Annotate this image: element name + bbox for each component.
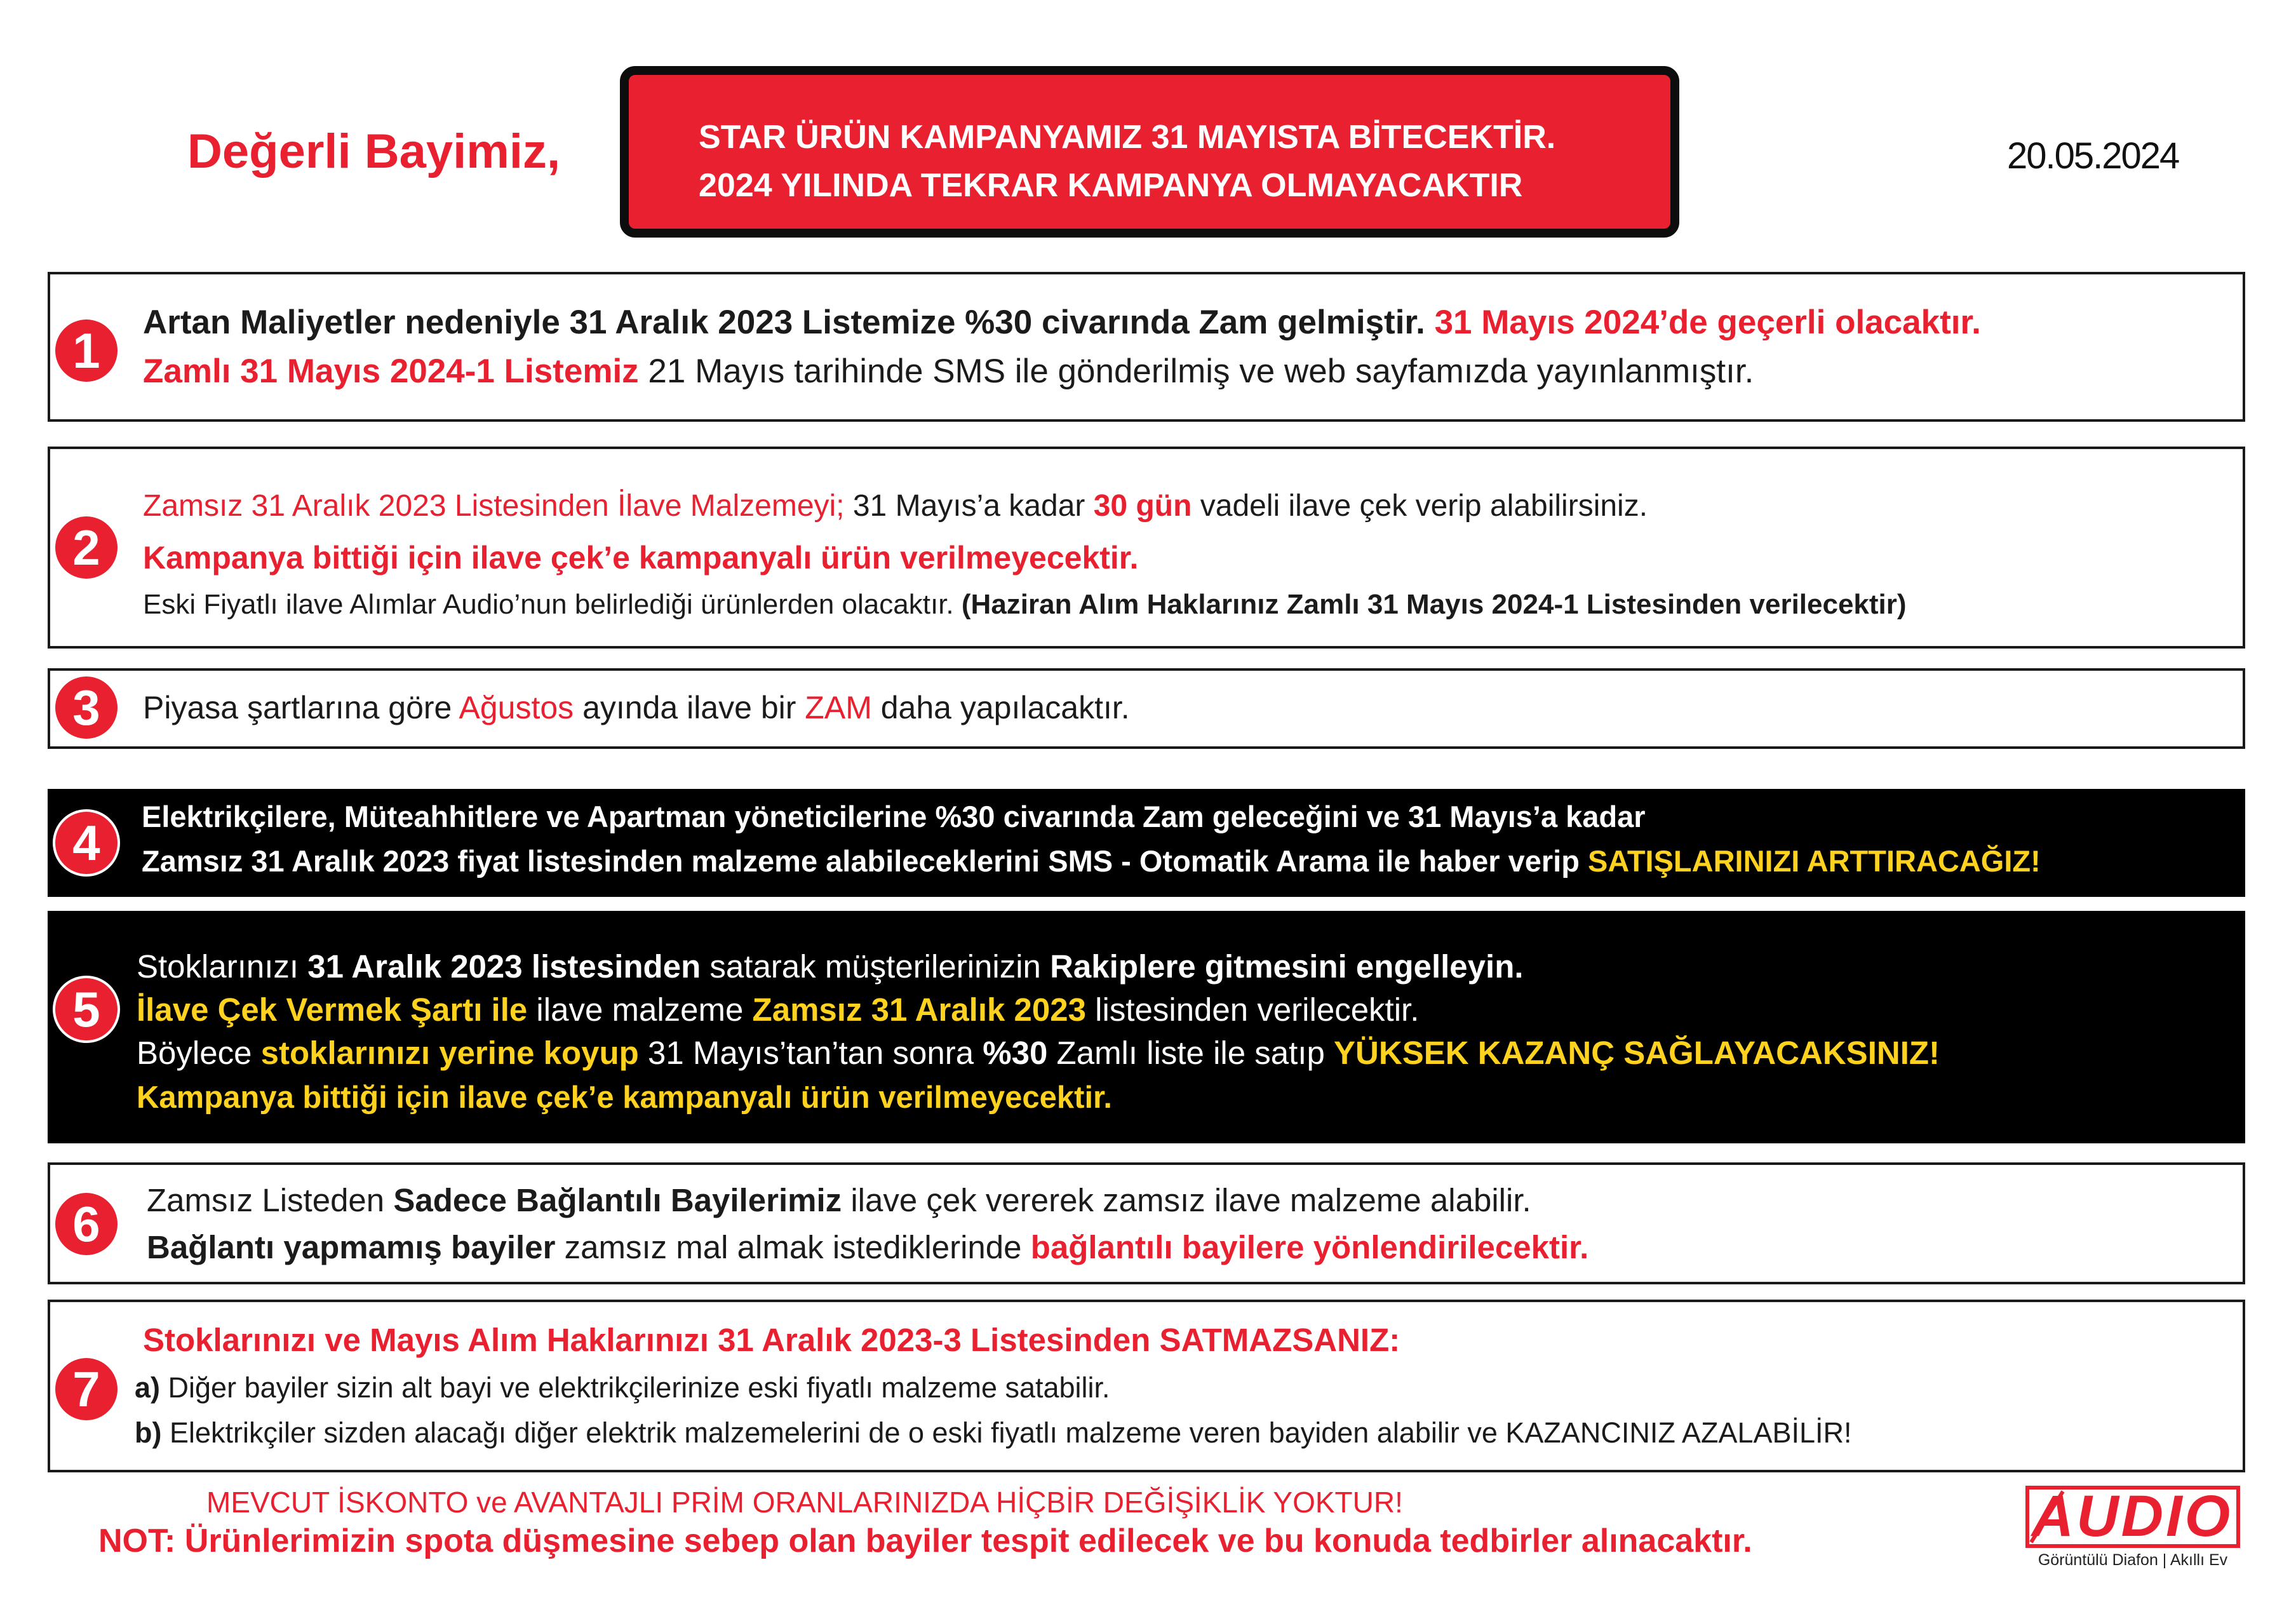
item-6-text: Sadece Bağlantılı Bayilerimiz [393,1182,842,1218]
banner-line-2: 2024 YILINDA TEKRAR KAMPANYA OLMAYACAKTIR [699,167,1523,204]
item-5-text: %30 [983,1035,1048,1071]
item-5-highlight: Zamsız 31 Aralık 2023 [752,992,1086,1028]
item-5-text: ilave malzeme [536,992,744,1028]
item-5-line-4: Kampanya bittiği için ilave çek’e kampanyalı ürün verilmeyecektir. [137,1080,1113,1115]
item-2-highlight: 30 gün [1093,489,1192,523]
item-3-highlight: ZAM [805,690,872,725]
item-1-box [48,272,2245,422]
footer-note: NOT: Ürünlerimizin spota düşmesine sebep olan bayiler tespit edilecek ve bu konuda tedbirler alınacaktır. [98,1523,1752,1559]
campaign-banner [620,66,1679,238]
item-4-highlight: SATIŞLARINIZI ARTTIRACAĞIZ! [1588,844,2041,878]
item-4-line-1: Elektrikçilere, Müteahhitlere ve Apartman yöneticilerine %30 civarında Zam geleceğini ve 31 Mayıs’a kadar [142,800,1646,833]
item-number-badge: 1 [55,319,117,382]
item-4-text: Zamsız 31 Aralık 2023 fiyat listesinden malzeme alabileceklerini SMS - Otomatik Arama ile haber verip [142,844,1580,878]
audio-logo [2025,1485,2241,1580]
item-7-box [48,1300,2245,1472]
item-2-text: (Haziran Alım Haklarınız Zamlı 31 Mayıs 2024-1 Listesinden verilecektir) [961,589,1907,620]
item-2-line-3 [143,589,1907,621]
item-5-line-3 [137,1034,1940,1072]
item-6-box [48,1162,2245,1284]
item-3-text: ayında ilave bir [582,690,796,725]
item-5-text: Zamlı liste ile satıp [1056,1035,1325,1071]
item-5-text: Böylece [137,1035,252,1071]
item-3-text: Piyasa şartlarına göre [143,690,452,725]
footer-notice: MEVCUT İSKONTO ve AVANTAJLI PRİM ORANLARINIZDA HİÇBİR DEĞİŞİKLİK YOKTUR! [206,1486,1403,1519]
item-5-highlight: İlave Çek Vermek Şartı ile [137,992,528,1028]
logo-tagline: Görüntülü Diafon | Akıllı Ev [2038,1551,2228,1569]
item-2-text: 31 Mayıs’a kadar [852,489,1085,523]
item-6-line-2 [147,1228,1588,1266]
item-2-box [48,447,2245,649]
item-6-text: Bağlantı yapmamış bayiler [147,1229,556,1265]
item-number-badge: 4 [55,812,117,874]
item-1-line-2 [143,352,1754,391]
item-6-text: Zamsız Listeden [147,1182,385,1218]
item-number-badge: 3 [55,676,117,739]
item-4-line-2 [142,844,2041,878]
greeting: Değerli Bayimiz, [187,124,561,178]
item-2-highlight: Zamsız 31 Aralık 2023 Listesinden İlave Malzemeyi; [143,489,845,523]
item-6-text: zamsız mal almak istediklerinde [564,1229,1022,1265]
item-1-highlight: Zamlı 31 Mayıs 2024-1 Listemiz [143,353,639,390]
item-3-highlight: Ağustos [459,690,574,725]
item-5-line-2 [137,991,1419,1028]
item-7-text: Diğer bayiler sizin alt bayi ve elektrikçilerinize eski fiyatlı malzeme satabilir. [168,1371,1110,1404]
logo-wordmark: AUDIO [2031,1484,2233,1549]
item-7-label: a) [135,1371,161,1404]
item-3-box [48,668,2245,749]
item-5-text: 31 Aralık 2023 listesinden [307,948,701,985]
banner-line-1: STAR ÜRÜN KAMPANYAMIZ 31 MAYISTA BİTECEKTİR. [699,119,1556,156]
item-6-highlight: bağlantılı bayilere yönlendirilecektir. [1030,1229,1589,1265]
item-2-line-2: Kampanya bittiği için ilave çek’e kampanyalı ürün verilmeyecektir. [143,540,1139,575]
item-6-line-1 [147,1181,1531,1219]
item-number-badge: 2 [55,516,117,579]
item-3-line-1 [143,689,1130,726]
item-6-text: ilave çek vererek zamsız ilave malzeme alabilir. [850,1182,1531,1218]
item-5-highlight: YÜKSEK KAZANÇ SAĞLAYACAKSINIZ! [1334,1035,1940,1071]
item-5-text: satarak müşterilerinizin [709,948,1041,985]
item-2-text: Eski Fiyatlı ilave Alımlar Audio’nun belirlediği ürünlerden olacaktır. [143,589,954,620]
item-1-highlight: 31 Mayıs 2024’de geçerli olacaktır. [1434,304,1981,341]
item-1-text: 21 Mayıs tarihinde SMS ile gönderilmiş ve web sayfamızda yayınlanmıştır. [648,353,1754,390]
item-5-text: Rakiplere gitmesini engelleyin. [1050,948,1524,985]
item-5-text: Stoklarınızı [137,948,299,985]
item-1-text: Artan Maliyetler nedeniyle 31 Aralık 2023 Listemize %30 civarında Zam gelmiştir. [143,304,1425,341]
item-5-line-1 [137,948,1524,985]
item-2-text: vadeli ilave çek verip alabilirsiniz. [1200,489,1648,523]
item-4-box [48,789,2245,897]
item-5-text: listesinden verilecektir. [1095,992,1420,1028]
item-5-box [48,911,2245,1143]
item-3-text: daha yapılacaktır. [880,690,1130,725]
item-7-text: Elektrikçiler sizden alacağı diğer elektrik malzemelerini de o eski fiyatlı malzeme veren bayiden alabilir ve KAZANCINIZ AZALABİLİR! [170,1416,1852,1449]
item-number-badge: 7 [55,1358,117,1420]
item-5-text: 31 Mayıs’tan’tan sonra [648,1035,974,1071]
item-7-line-1: Stoklarınızı ve Mayıs Alım Haklarınızı 31 Aralık 2023-3 Listesinden SATMAZSANIZ: [143,1322,1400,1358]
item-7-label: b) [135,1416,162,1449]
item-1-line-1 [143,303,1981,342]
item-5-highlight: stoklarınızı yerine koyup [260,1035,639,1071]
item-7-line-3 [135,1416,1852,1449]
date: 20.05.2024 [2007,135,2179,177]
item-number-badge: 6 [55,1193,117,1255]
item-number-badge: 5 [55,978,117,1040]
item-2-line-1 [143,488,1648,523]
item-7-line-2 [135,1371,1110,1404]
